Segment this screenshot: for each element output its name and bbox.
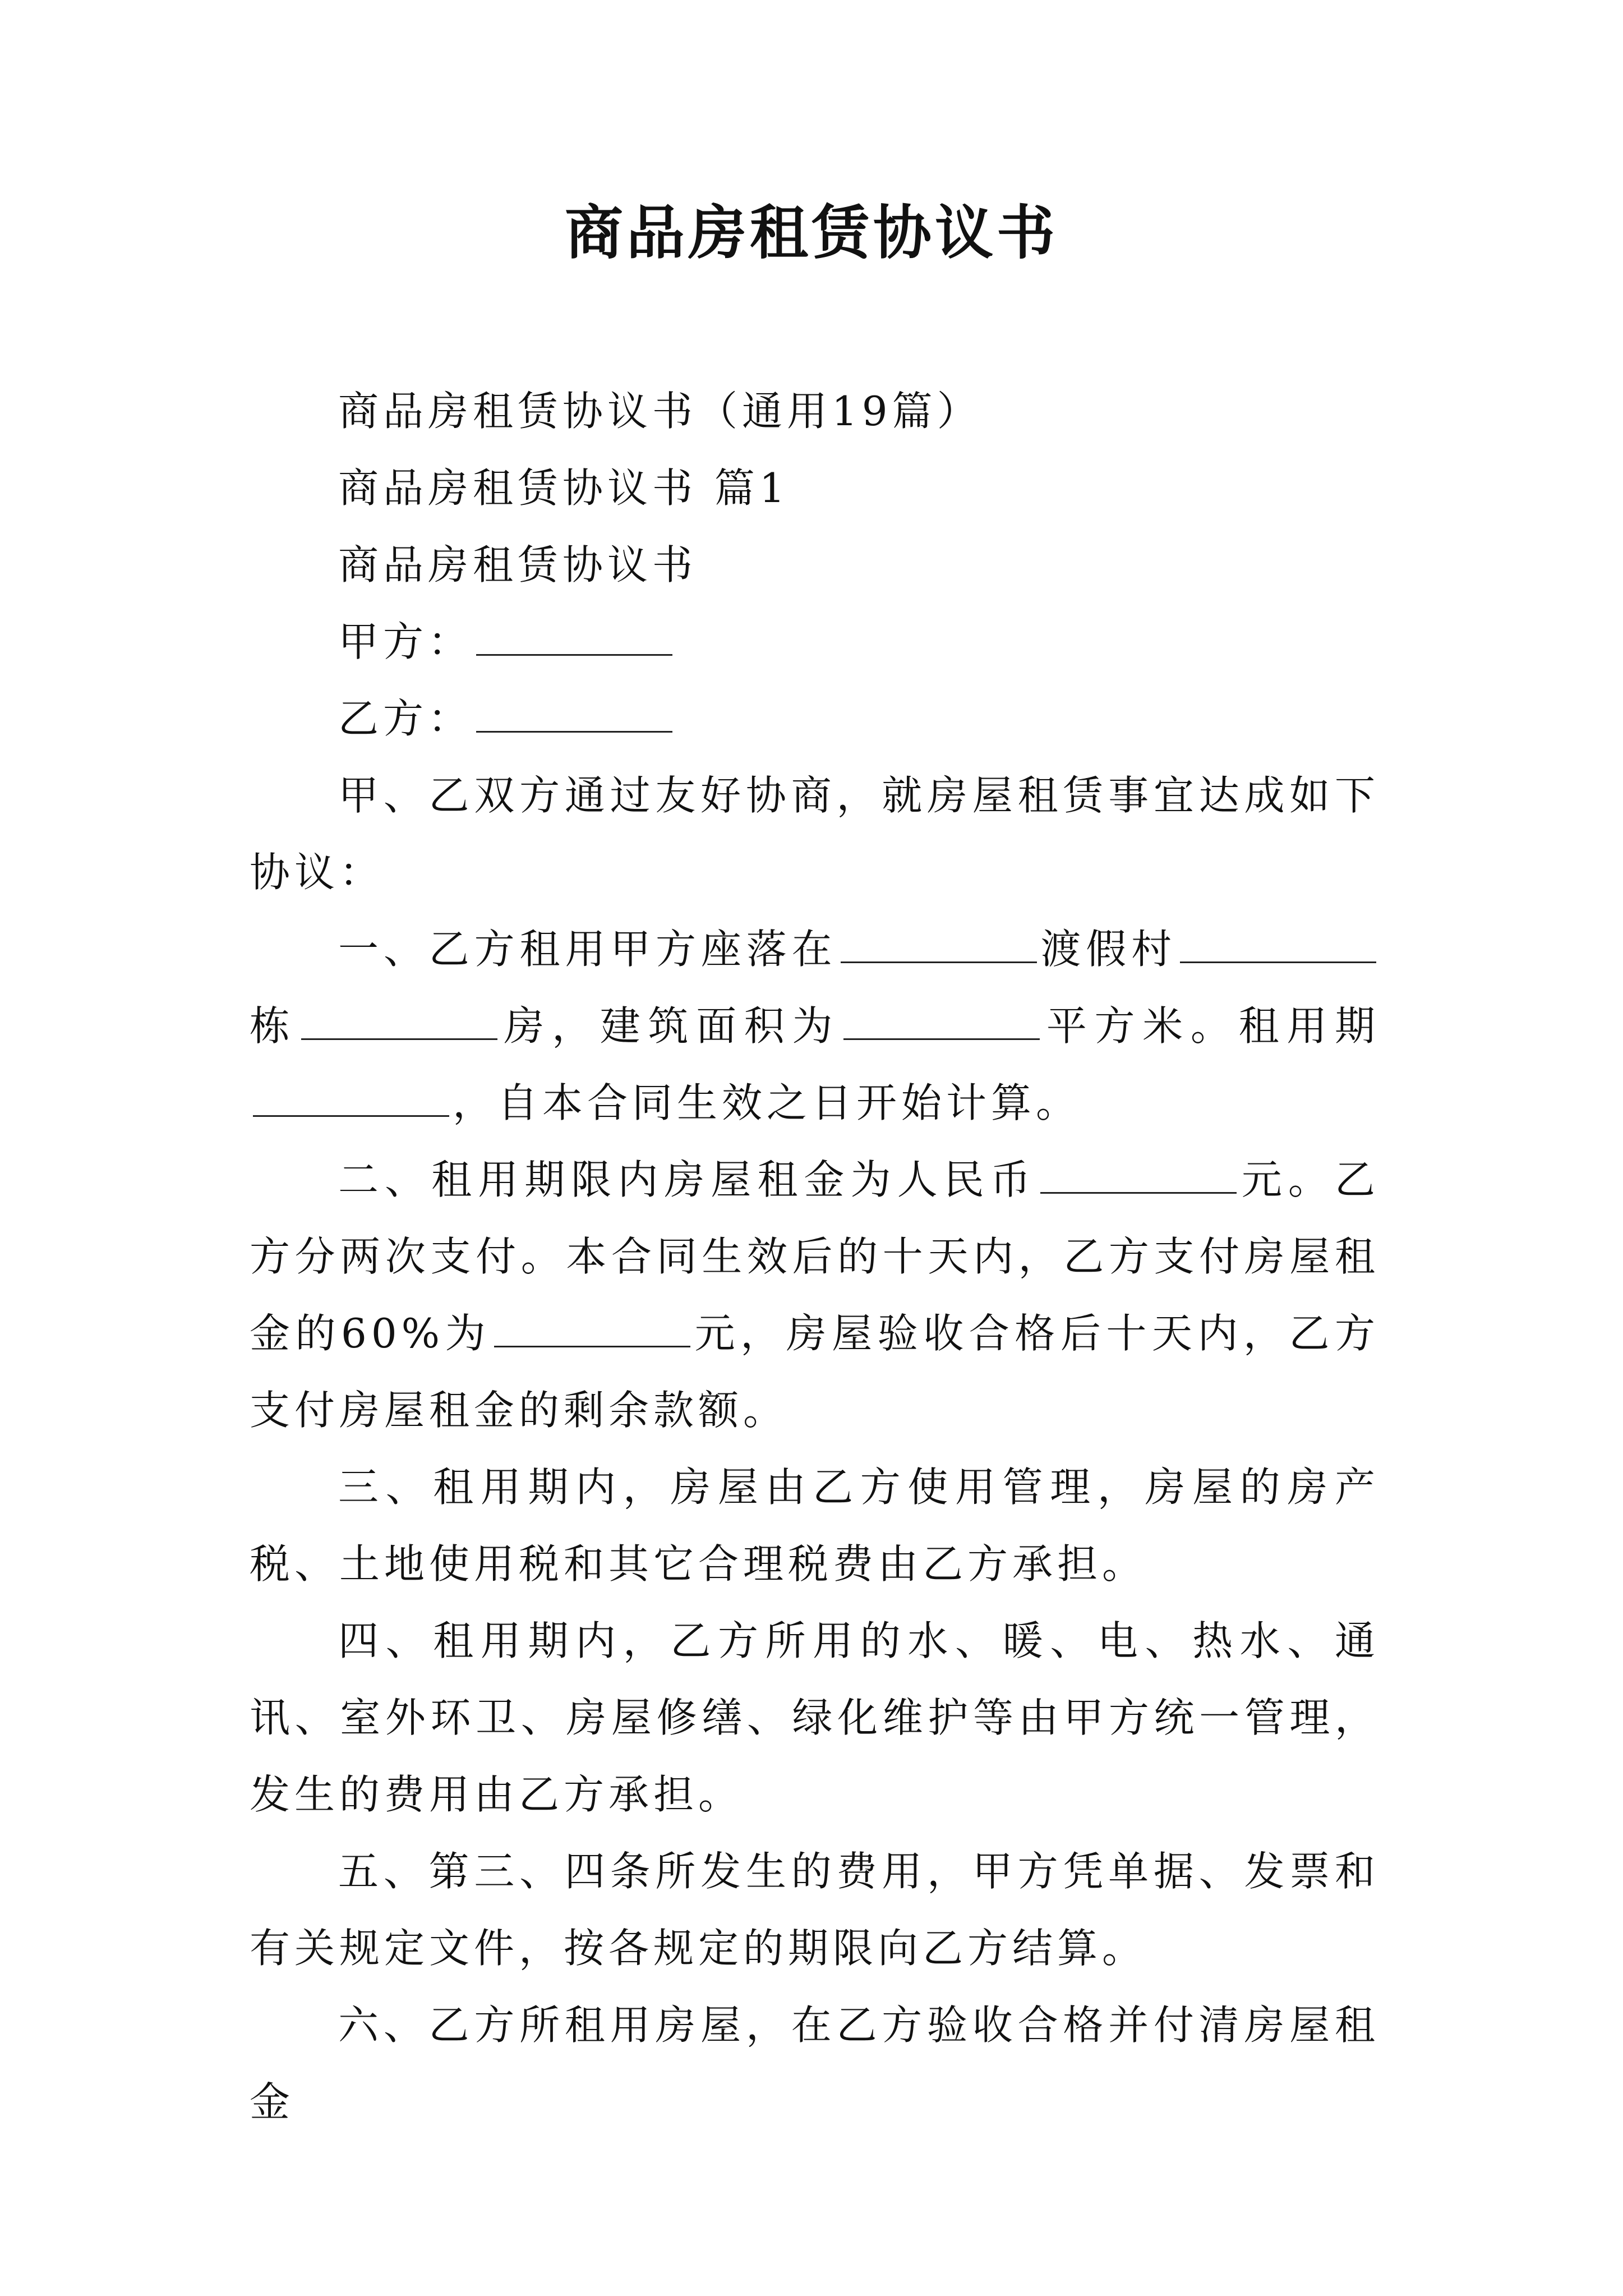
paragraph-text: 五、第三、四条所发生的费用，甲方凭单据、发票和有关规定文件，按各规定的期限向乙方结算。	[250, 1848, 1380, 1972]
fill-in-blank	[1180, 928, 1376, 963]
paragraph-text: 商品房租赁协议书（通用19篇）	[338, 388, 982, 435]
paragraph-text: 甲方：	[338, 618, 473, 665]
paragraph	[250, 604, 1380, 680]
paragraph-text: ，自本合同生效之日开始计算。	[453, 1079, 1081, 1126]
fill-in-blank	[476, 620, 672, 656]
paragraph	[250, 1833, 1380, 1987]
fill-in-blank	[843, 1005, 1040, 1040]
paragraph-text: 六、乙方所租用房屋，在乙方验收合格并付清房屋租金	[250, 2001, 1380, 2125]
paragraph-text: 平方米。租用期	[1043, 1002, 1380, 1050]
paragraph	[250, 680, 1380, 757]
fill-in-blank	[1040, 1158, 1237, 1194]
paragraph-text: 房，建筑面积为	[500, 1002, 841, 1050]
paragraph-text: 三、租用期内，房屋由乙方使用管理，房屋的房产税、土地使用税和其它合理税费由乙方承担。	[250, 1464, 1380, 1588]
document-body	[250, 373, 1380, 2141]
paragraph-text: 一、乙方租用甲方座落在	[338, 926, 837, 973]
paragraph-text: 二、租用期限内房屋租金为人民币	[338, 1156, 1037, 1203]
paragraph-text: 渡假村	[1040, 926, 1177, 973]
fill-in-blank	[301, 1005, 497, 1040]
paragraph-text: 栋	[250, 1002, 298, 1050]
paragraph	[250, 757, 1380, 911]
fill-in-blank	[841, 928, 1037, 963]
paragraph	[250, 1449, 1380, 1603]
paragraph	[250, 527, 1380, 604]
paragraph-text: 四、租用期内，乙方所用的水、暖、电、热水、通讯、室外环卫、房屋修缮、绿化维护等由甲方统一管理，发生的费用由乙方承担。	[250, 1617, 1380, 1818]
paragraph-text: 商品房租赁协议书	[338, 541, 698, 588]
document-title: 商品房租赁协议书	[564, 198, 1058, 267]
paragraph-text: 乙方：	[338, 695, 473, 742]
fill-in-blank	[476, 697, 672, 733]
paragraph	[250, 1987, 1380, 2141]
paragraph	[250, 450, 1380, 527]
paragraph-text: 元，房屋验收合格后十天内，乙方支付房屋租金的剩余款额。	[250, 1310, 1380, 1434]
paragraph	[250, 1603, 1380, 1833]
fill-in-blank	[253, 1082, 449, 1117]
paragraph	[250, 373, 1380, 450]
fill-in-blank	[494, 1312, 690, 1347]
paragraph-text: 元。乙方分两次支付。本合同生效后的十天内，乙方支付房屋租金的60%为	[250, 1156, 1380, 1357]
paragraph	[250, 1142, 1380, 1449]
paragraph-text: 商品房租赁协议书 篇1	[338, 464, 790, 512]
paragraph	[250, 911, 1380, 1142]
paragraph-text: 甲、乙双方通过友好协商，就房屋租赁事宜达成如下协议：	[250, 772, 1380, 896]
